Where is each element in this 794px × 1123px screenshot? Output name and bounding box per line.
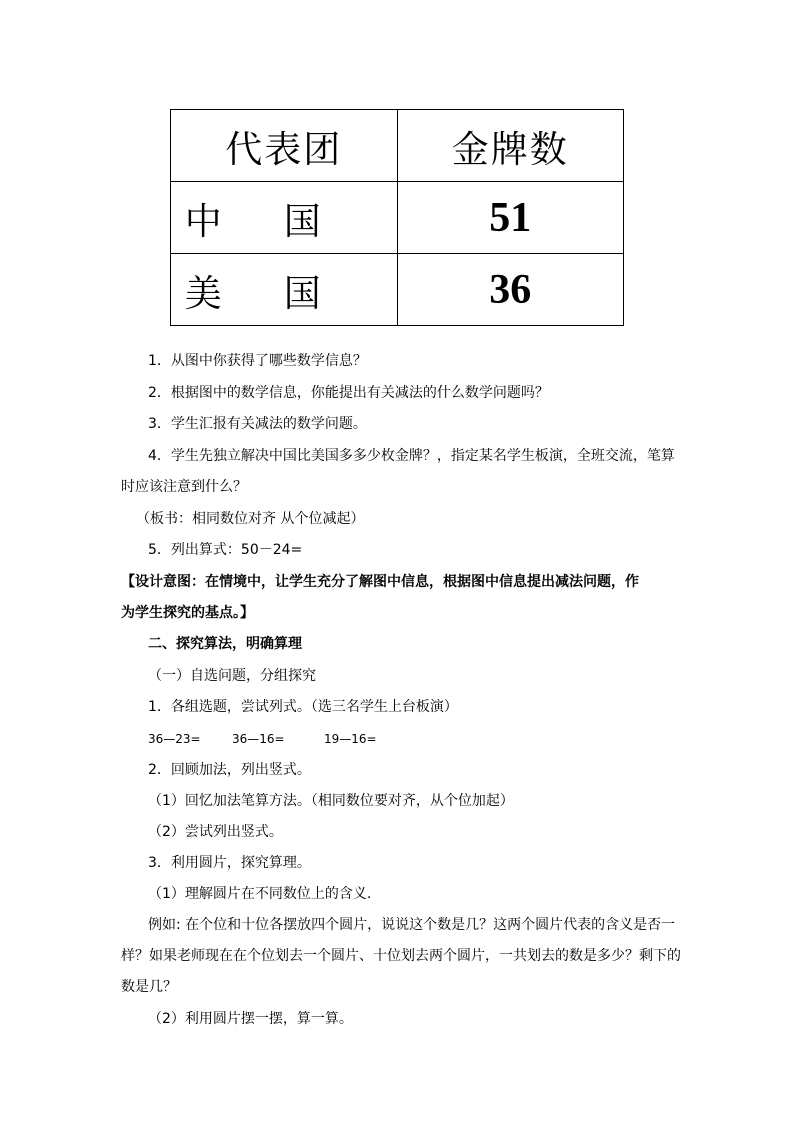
question-2: 2．根据图中的数学信息，你能提出有关减法的什么数学问题吗？ [148,385,549,401]
medal-count-cell: 36 [397,254,624,326]
step-2-2: （2）尝试列出竖式。 [148,824,283,840]
medal-count-cell: 51 [397,182,624,254]
example-line-3: 数是几？ [121,979,177,995]
question-3: 3．学生汇报有关减法的数学问题。 [148,416,367,432]
question-5: 5．列出算式：50－24= [148,542,303,558]
table-row [171,254,624,326]
equation-3: 19—16= [324,732,377,746]
design-intent-line-2: 为学生探究的基点。】 [121,605,254,621]
design-intent-line-1: 【设计意图：在情境中，让学生充分了解图中信息，根据图中信息提出减法问题，作 [121,574,639,590]
header-medals: 金牌数 [397,110,624,182]
step-2: 2．回顾加法，列出竖式。 [148,762,311,778]
team-cell: 中国 [171,182,398,254]
section-heading: 二、探究算法，明确算理 [148,636,302,652]
example-line-2: 样？如果老师现在在个位划去一个圆片、十位划去两个圆片，一共划去的数是多少？剩下的 [121,948,681,964]
board-note: （板书：相同数位对齐 从个位减起） [136,511,365,527]
example-line-1: 例如: 在个位和十位各摆放四个圆片，说说这个数是几？这两个圆片代表的含义是否一 [148,917,676,933]
team-cell: 美国 [171,254,398,326]
table-row [171,182,624,254]
step-2-1: （1）回忆加法笔算方法。（相同数位要对齐，从个位加起） [148,793,514,809]
subsection-heading: （一）自选问题，分组探究 [148,668,316,684]
step-3-1: （1）理解圆片在不同数位上的含义. [148,886,372,902]
header-team: 代表团 [171,110,398,182]
question-4-line-1: 4．学生先独立解决中国比美国多多少枚金牌？，指定某名学生板演，全班交流，笔算 [148,448,675,464]
step-3-2: （2）利用圆片摆一摆，算一算。 [148,1011,353,1027]
question-4-line-2: 时应该注意到什么？ [121,479,247,495]
step-1: 1．各组选题，尝试列式。（选三名学生上台板演） [148,699,458,715]
step-3: 3．利用圆片，探究算理。 [148,855,311,871]
equation-1: 36—23= [148,732,201,746]
table-header-row [171,110,624,182]
equation-2: 36—16= [232,732,285,746]
medal-table [170,109,624,326]
question-1: 1．从图中你获得了哪些数学信息？ [148,353,367,369]
equation-row [148,729,377,749]
